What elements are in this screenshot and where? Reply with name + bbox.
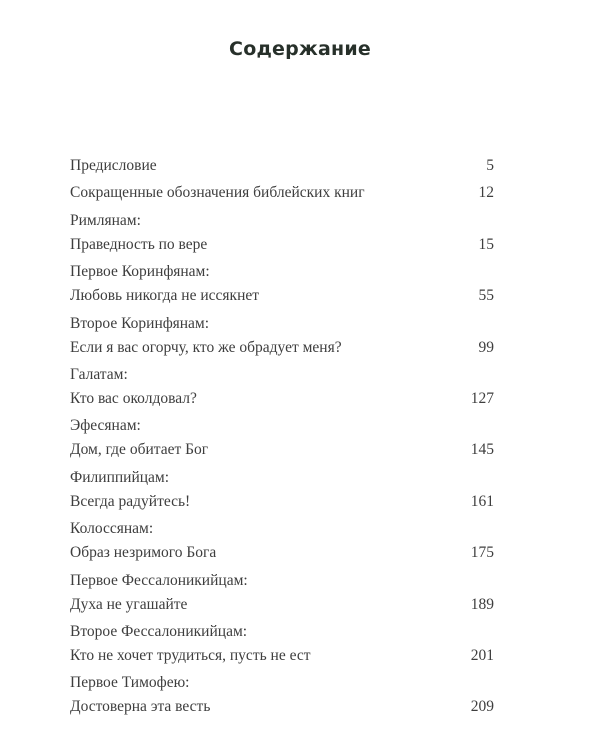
toc-entry-title: Достоверна эта весть (70, 698, 211, 716)
toc-entry-title: Если я вас огорчу, кто же обрадует меня? (70, 338, 342, 356)
toc-entry-heading: Второе Коринфянам: (70, 314, 210, 332)
toc-entry-heading: Второе Фессалоникийцам: (70, 622, 248, 640)
toc-entry-title: Сокращенные обозначения библейских книг (70, 184, 365, 202)
toc-entry[interactable] (70, 620, 494, 668)
toc-entry-title: Дом, где обитает Бог (70, 441, 209, 459)
toc-entry-heading: Первое Тимофею: (70, 674, 190, 692)
toc-entry[interactable] (70, 312, 494, 360)
toc-entry-title: Образ незримого Бога (70, 544, 217, 562)
toc-entry[interactable] (70, 154, 494, 178)
toc-entry[interactable] (70, 671, 494, 719)
toc-entry[interactable] (70, 466, 494, 514)
toc-entry-heading: Эфесянам: (70, 417, 141, 435)
table-of-contents (70, 154, 494, 723)
toc-entry-heading: Филиппийцам: (70, 468, 170, 486)
toc-entry-heading: Галатам: (70, 365, 128, 383)
toc-entry-title: Духа не угашайте (70, 595, 188, 613)
toc-entry[interactable] (70, 363, 494, 411)
toc-entry-page-number: 55 (478, 287, 494, 305)
toc-entry-page-number: 201 (470, 646, 494, 664)
toc-entry-title: Предисловие (70, 157, 157, 174)
toc-entry-page-number: 189 (470, 595, 494, 613)
toc-entry-page-number: 99 (478, 338, 494, 356)
toc-entry-title: Кто вас околдовал? (70, 389, 197, 407)
toc-entry-page-number: 127 (470, 389, 494, 407)
page-title: Содержание (229, 38, 371, 60)
toc-entry[interactable] (70, 517, 494, 565)
toc-entry-title: Любовь никогда не иссякнет (70, 287, 260, 305)
toc-entry-page-number: 161 (470, 492, 494, 510)
toc-entry-page-number: 209 (470, 698, 494, 716)
toc-entry-title: Всегда радуйтесь! (70, 492, 191, 510)
toc-entry-page-number: 15 (478, 235, 494, 253)
toc-entry-title: Кто не хочет трудиться, пусть не ест (70, 646, 311, 664)
toc-entry-title: Праведность по вере (70, 235, 208, 253)
toc-entry[interactable] (70, 209, 494, 257)
toc-entry[interactable] (70, 414, 494, 462)
toc-entry-page-number: 5 (486, 157, 494, 174)
toc-entry-heading: Первое Фессалоникийцам: (70, 571, 248, 589)
toc-entry-page-number: 175 (470, 544, 494, 562)
toc-entry[interactable] (70, 260, 494, 308)
toc-entry-heading: Римлянам: (70, 211, 141, 229)
toc-entry-page-number: 145 (470, 441, 494, 459)
toc-entry[interactable] (70, 181, 494, 205)
toc-entry-heading: Колоссянам: (70, 520, 154, 538)
toc-entry-heading: Первое Коринфянам: (70, 263, 210, 281)
toc-entry-page-number: 12 (478, 184, 494, 202)
toc-entry[interactable] (70, 569, 494, 617)
